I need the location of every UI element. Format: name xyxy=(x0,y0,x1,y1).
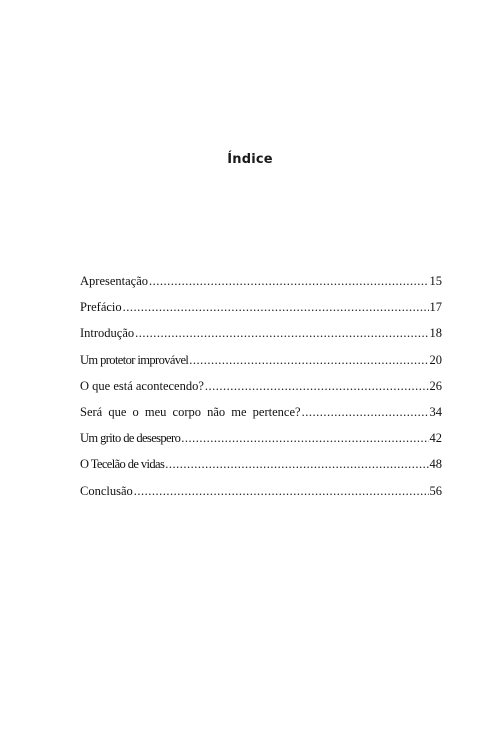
toc-entry xyxy=(80,326,442,352)
toc-entry xyxy=(80,405,442,431)
toc-entry xyxy=(80,274,442,300)
dot-leader xyxy=(149,274,428,289)
toc-entry-label: Prefácio xyxy=(80,300,122,315)
toc-entry-page: 17 xyxy=(429,300,442,315)
toc-entry-label: Conclusão xyxy=(80,483,133,498)
toc-entry-page: 34 xyxy=(429,404,442,419)
toc-entry xyxy=(80,457,442,483)
toc-entry-page: 48 xyxy=(429,457,442,472)
toc-entry-label: Será que o meu corpo não me pertence? xyxy=(80,404,301,419)
toc-entry-page: 18 xyxy=(429,326,442,341)
table-of-contents xyxy=(80,274,442,510)
toc-entry-label: O Tecelão de vidas xyxy=(80,457,165,472)
dot-leader xyxy=(181,431,428,446)
dot-leader xyxy=(165,457,428,472)
dot-leader xyxy=(135,326,428,341)
toc-entry-label: O que está acontecendo? xyxy=(80,378,204,393)
dot-leader xyxy=(302,405,429,420)
toc-entry-label: Um protetor improvável xyxy=(80,352,189,367)
dot-leader xyxy=(205,379,429,394)
toc-entry-page: 26 xyxy=(429,378,442,393)
toc-entry xyxy=(80,379,442,405)
toc-entry xyxy=(80,484,442,510)
toc-entry xyxy=(80,353,442,379)
dot-leader xyxy=(134,484,429,499)
toc-entry xyxy=(80,431,442,457)
toc-entry xyxy=(80,300,442,326)
dot-leader xyxy=(189,353,428,368)
page-title: Índice xyxy=(227,152,273,167)
toc-entry-page: 56 xyxy=(429,483,442,498)
toc-entry-label: Introdução xyxy=(80,326,135,341)
toc-entry-label: Um grito de desespero xyxy=(80,431,181,446)
toc-entry-page: 20 xyxy=(429,352,442,367)
dot-leader xyxy=(123,300,429,315)
toc-entry-label: Apresentação xyxy=(80,274,149,288)
toc-entry-page: 15 xyxy=(429,274,442,288)
toc-entry-page: 42 xyxy=(429,431,442,446)
